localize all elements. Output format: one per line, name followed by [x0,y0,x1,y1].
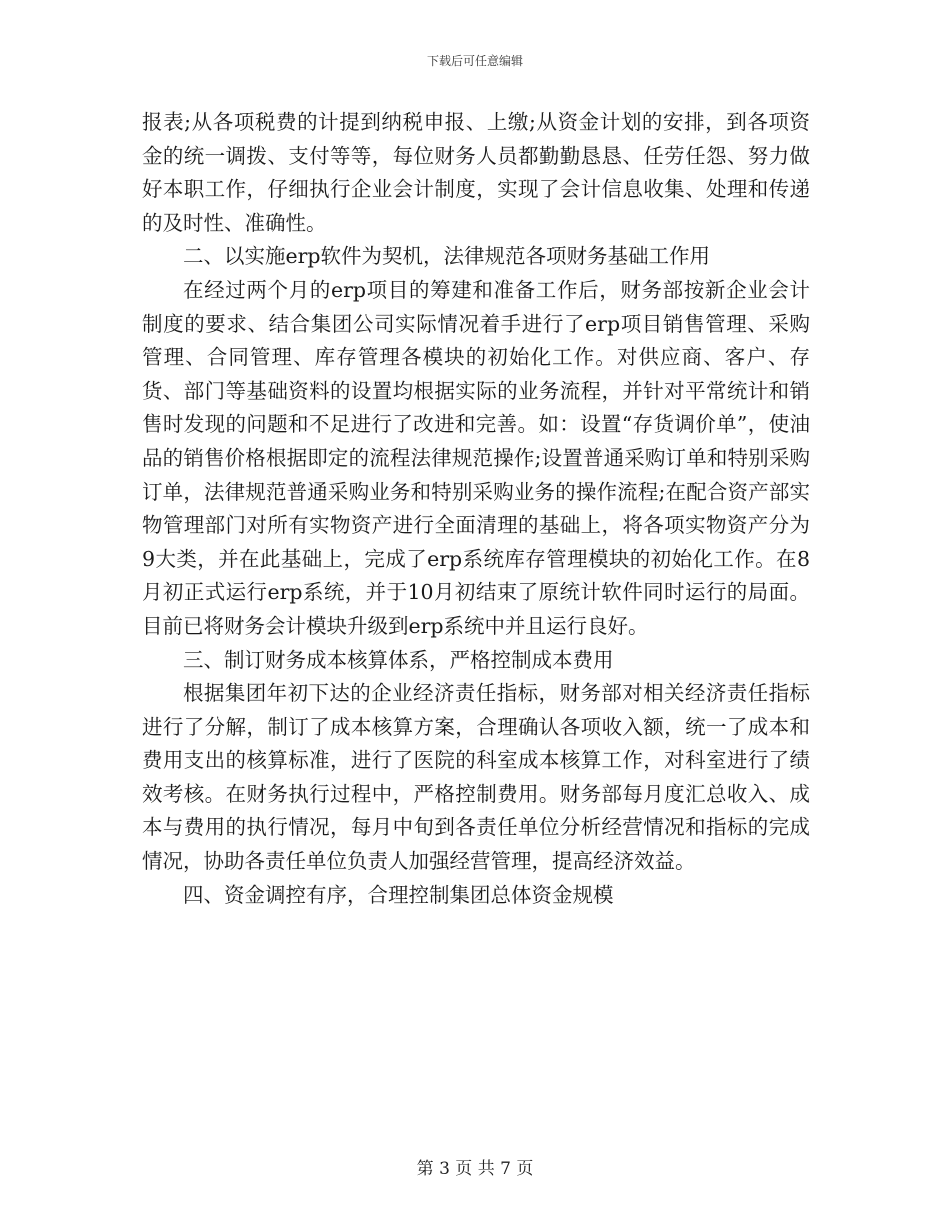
document-body [142,106,810,912]
paragraph-erp: 在经过两个月的erp项目的筹建和准备工作后，财务部按新企业会计制度的要求、结合集团公司实际情况着手进行了erp项目销售管理、采购管理、合同管理、库存管理各模块的初始化工作。对供应商、客户、存货、部门等基础资料的设置均根据实际的业务流程，并针对平常统计和销售时发现的问题和不足进行了改进和完善。如：设置“存货调价单”，使油品的销售价格根据即定的流程法律规范操作;设置普通采购订单和特别采购订单，法律规范普通采购业务和特别采购业务的操作流程;在配合资产部实物管理部门对所有实物资产进行全面清理的基础上，将各项实物资产分为9大类，并在此基础上，完成了erp系统库存管理模块的初始化工作。在8月初正式运行erp系统，并于10月初结束了原统计软件同时运行的局面。目前已将财务会计模块升级到erp系统中并且运行良好。 [142,277,810,638]
section-heading-4: 四、资金调控有序，合理控制集团总体资金规模 [183,882,614,907]
paragraph-cost: 根据集团年初下达的企业经济责任指标，财务部对相关经济责任指标进行了分解，制订了成本核算方案，合理确认各项收入额，统一了成本和费用支出的核算标准，进行了医院的科室成本核算工作，对科室进行了绩效考核。在财务执行过程中，严格控制费用。财务部每月度汇总收入、成本与费用的执行情况，每月中旬到各责任单位分析经营情况和指标的完成情况，协助各责任单位负责人加强经营管理，提高经济效益。 [142,681,810,874]
page-header: 下载后可任意编辑 [426,54,523,68]
section-heading-2: 二、以实施erp软件为契机，法律规范各项财务基础工作用 [183,244,711,269]
paragraph-continued: 报表;从各项税费的计提到纳税申报、上缴;从资金计划的安排，到各项资金的统一调拨、支付等等，每位财务人员都勤勤恳恳、任劳任怨、努力做好本职工作，仔细执行企业会计制度，实现了会计信息收集、处理和传递的及时性、准确性。 [142,110,810,235]
page-number: 第 3 页 共 7 页 [416,1159,534,1179]
section-heading-3: 三、制订财务成本核算体系，严格控制成本费用 [183,647,614,672]
